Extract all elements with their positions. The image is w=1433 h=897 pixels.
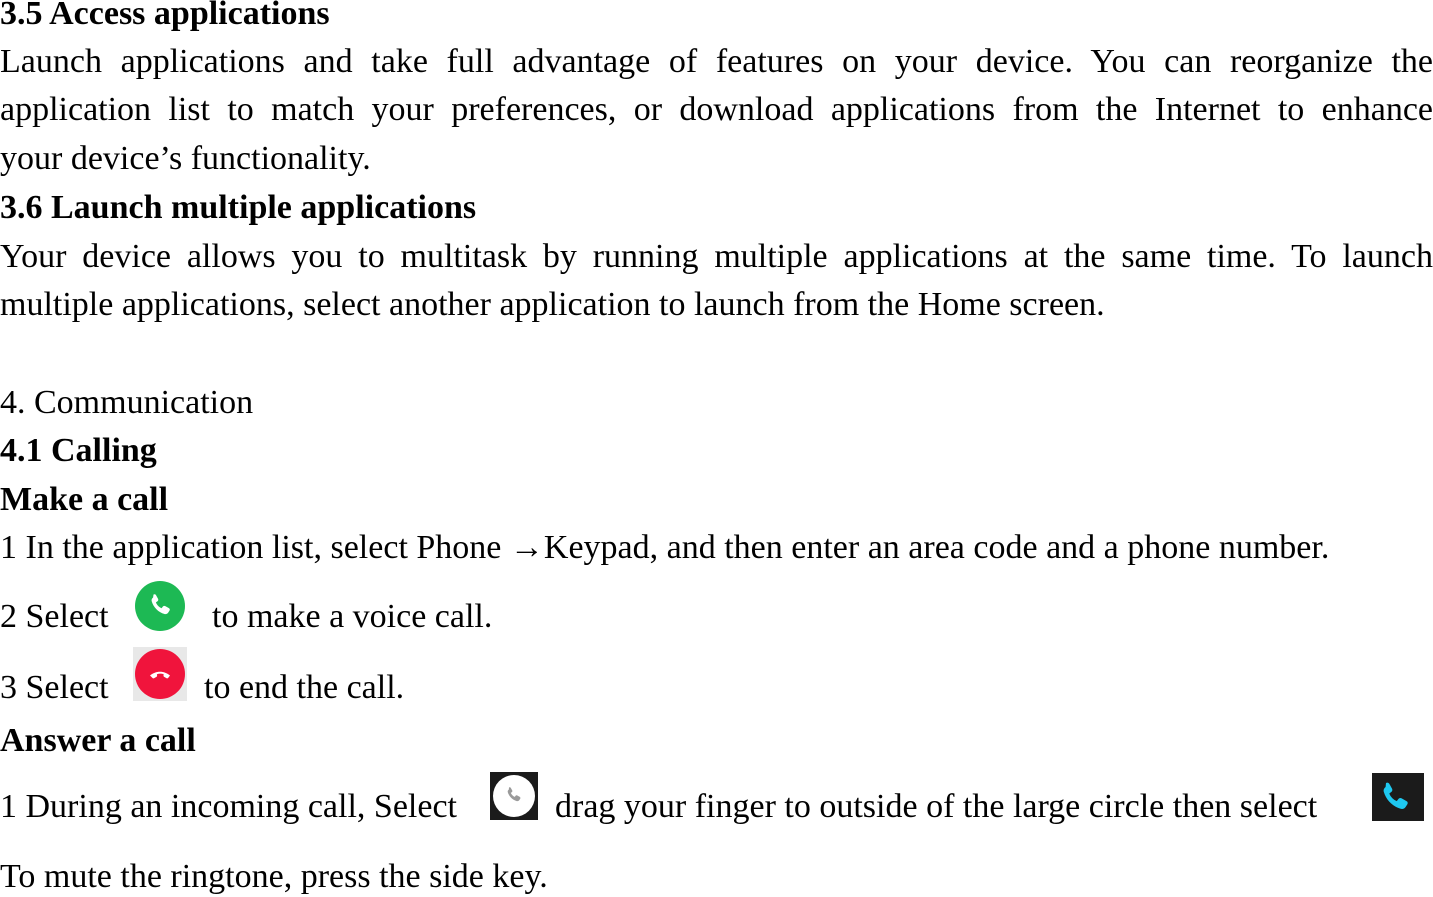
heading-3-6: 3.6 Launch multiple applications <box>0 189 477 226</box>
heading-3-5: 3.5 Access applications <box>0 0 330 32</box>
make-call-step-2-suffix: to make a voice call. <box>212 598 493 635</box>
phone-end-icon <box>133 647 187 701</box>
answer-call-step-1-middle: drag your finger to outside of the large circle then select <box>555 788 1318 825</box>
paragraph-3-6-line-2: multiple applications, select another application to launch from the Home screen. <box>0 286 1105 323</box>
phone-call-icon <box>134 580 186 632</box>
incoming-call-handle-icon <box>490 772 538 820</box>
mute-ringtone-note: To mute the ringtone, press the side key. <box>0 858 548 895</box>
heading-4-1: 4.1 Calling <box>0 432 157 469</box>
paragraph-3-5-line-2: application list to match your preferences, or download applications from the Internet to enhance <box>0 91 1433 128</box>
heading-make-call: Make a call <box>0 481 169 518</box>
paragraph-3-5-line-1: Launch applications and take full advantage of features on your device. You can reorganize the <box>0 43 1433 80</box>
paragraph-3-6-line-1: Your device allows you to multitask by running multiple applications at the same time. To launch <box>0 238 1433 275</box>
make-call-step-3-prefix: 3 Select <box>0 669 109 706</box>
answer-call-step-1-prefix: 1 During an incoming call, Select <box>0 788 457 825</box>
heading-answer-call: Answer a call <box>0 722 196 759</box>
answer-call-icon <box>1372 773 1424 821</box>
chapter-4-title: 4. Communication <box>0 384 254 421</box>
make-call-step-2-prefix: 2 Select <box>0 598 109 635</box>
make-call-step-1: 1 In the application list, select Phone →Keypad, and then enter an area code and a phone number. <box>0 529 1330 566</box>
paragraph-3-5-line-3: your device’s functionality. <box>0 140 371 177</box>
make-call-step-3-suffix: to end the call. <box>204 669 405 706</box>
